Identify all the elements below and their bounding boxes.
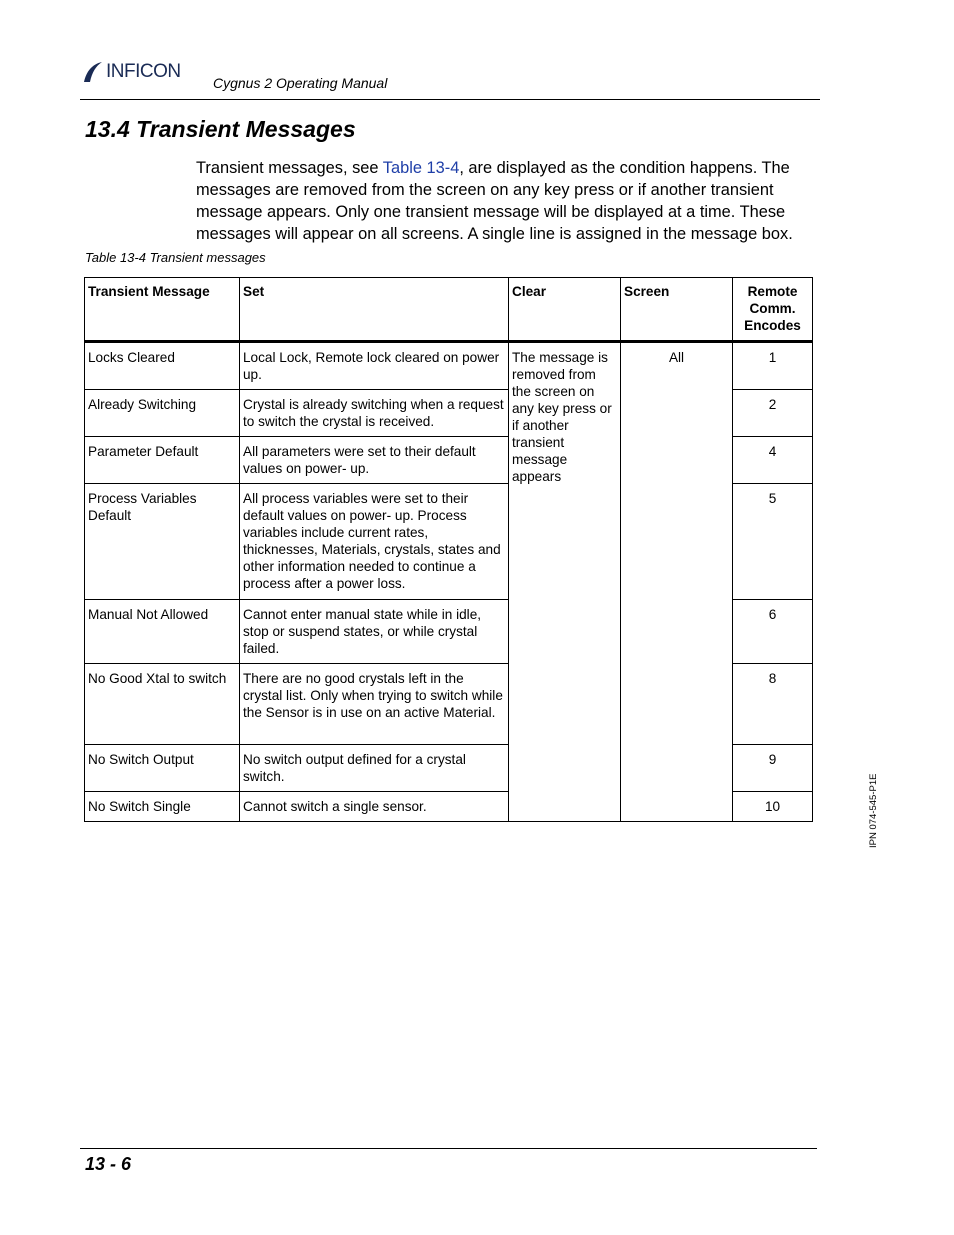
intro-text-start: Transient messages, see	[196, 159, 383, 177]
set-cell: All process variables were set to their default values on power- up. Process variables include current rates, thicknesses, Materials, crystals, states and other information needed to continue a process after a power loss.	[240, 484, 509, 600]
section-title: 13.4 Transient Messages	[85, 116, 356, 142]
manual-title: Cygnus 2 Operating Manual	[213, 75, 388, 91]
set-cell: There are no good crystals left in the crystal list. Only when trying to switch while the Sensor is in use on an active Material.	[240, 664, 509, 745]
set-cell: Crystal is already switching when a request to switch the crystal is received.	[240, 390, 509, 437]
header-remote-comm-encodes: Remote Comm. Encodes	[733, 278, 813, 342]
message-cell: No Switch Single	[85, 792, 240, 822]
table-caption: Table 13-4 Transient messages	[85, 250, 266, 265]
table-header-row	[85, 278, 813, 342]
clear-cell: The message is removed from the screen on any key press or if another transient message appears	[509, 342, 621, 822]
set-cell: No switch output defined for a crystal switch.	[240, 745, 509, 792]
footer-rule	[80, 1148, 817, 1149]
inficon-swoosh-icon	[82, 60, 104, 84]
set-cell: All parameters were set to their default values on power- up.	[240, 437, 509, 484]
code-cell: 9	[733, 745, 813, 792]
message-cell: No Switch Output	[85, 745, 240, 792]
intro-text-end: , are displayed as the condition happens. The messages are removed from the screen on any key press or if another transient message appears. Only one transient message will be displayed at a time. These messages will appear on all screens. A single line is assigned in the message box.	[196, 159, 793, 243]
message-cell: Parameter Default	[85, 437, 240, 484]
code-cell: 5	[733, 484, 813, 600]
inficon-logo	[82, 60, 181, 84]
message-cell: Process Variables Default	[85, 484, 240, 600]
logo-text: INFICON	[106, 61, 181, 82]
message-cell: No Good Xtal to switch	[85, 664, 240, 745]
set-cell: Local Lock, Remote lock cleared on power up.	[240, 342, 509, 390]
page-number: 13 - 6	[85, 1154, 132, 1174]
message-cell: Manual Not Allowed	[85, 600, 240, 664]
document-ipn: IPN 074-545-P1E	[868, 773, 879, 848]
header-transient-message: Transient Message	[85, 278, 240, 342]
code-cell: 10	[733, 792, 813, 822]
code-cell: 8	[733, 664, 813, 745]
table-row	[85, 342, 813, 390]
message-cell: Locks Cleared	[85, 342, 240, 390]
header-rule	[80, 99, 820, 100]
code-cell: 2	[733, 390, 813, 437]
intro-paragraph	[196, 157, 816, 245]
set-cell: Cannot enter manual state while in idle, stop or suspend states, or while crystal failed.	[240, 600, 509, 664]
table-link[interactable]: Table 13-4	[382, 159, 460, 177]
transient-messages-table	[84, 277, 813, 822]
code-cell: 4	[733, 437, 813, 484]
header-screen: Screen	[621, 278, 733, 342]
header-set: Set	[240, 278, 509, 342]
code-cell: 1	[733, 342, 813, 390]
message-cell: Already Switching	[85, 390, 240, 437]
header-clear: Clear	[509, 278, 621, 342]
set-cell: Cannot switch a single sensor.	[240, 792, 509, 822]
code-cell: 6	[733, 600, 813, 664]
screen-cell: All	[621, 342, 733, 822]
